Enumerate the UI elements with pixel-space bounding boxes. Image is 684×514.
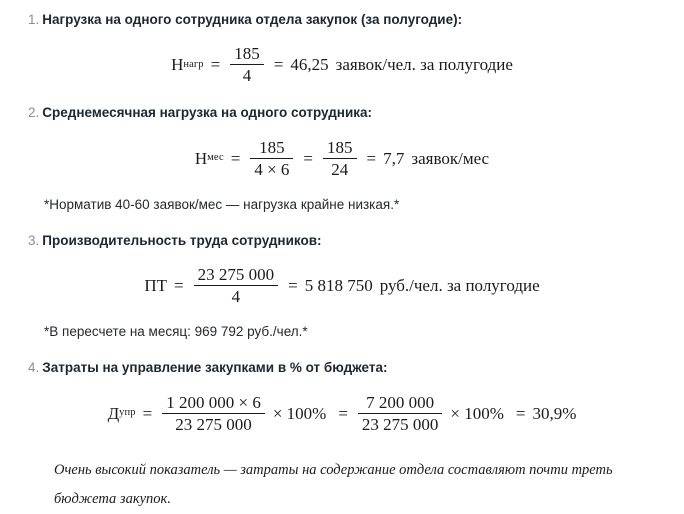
formula-2 <box>0 138 684 179</box>
formula-2-unit: заявок/мес <box>411 148 490 168</box>
formula-2-result: 7,7 <box>383 148 405 168</box>
formula-3-result: 5 818 750 <box>304 276 373 296</box>
formula-4 <box>0 393 684 434</box>
formula-2-equals-2: = <box>303 148 314 168</box>
formula-3-denominator: 4 <box>231 287 241 307</box>
formula-4-denominator-2: 23 275 000 <box>361 414 439 434</box>
formula-4-times-100-b: × 100% <box>450 403 504 423</box>
formula-4-equals: = <box>142 403 153 423</box>
step-1-heading <box>28 10 684 30</box>
step-3-heading-text: Производительность труда сотрудников: <box>42 232 322 248</box>
formula-4-denominator: 23 275 000 <box>175 414 252 434</box>
step-3-note: *В пересчете на месяц: 969 792 руб./чел.* <box>44 324 308 340</box>
formula-2-denominator-2: 24 <box>331 159 349 179</box>
formula-1-unit: заявок/чел. за полугодие <box>335 55 513 75</box>
formula-4-times-100: × 100% <box>272 403 327 423</box>
calculation-step-1 <box>0 10 684 103</box>
step-3-heading <box>28 231 684 251</box>
step-2-marker: 2. <box>28 105 40 121</box>
formula-1-symbol: Н <box>171 55 184 75</box>
step-2-heading <box>28 103 684 123</box>
calculation-steps-list <box>0 10 684 434</box>
step-3-marker: 3. <box>28 232 40 248</box>
formula-1-denominator: 4 <box>242 66 252 86</box>
formula-4-numerator-2: 7 200 000 <box>366 392 435 412</box>
formula-2-equals: = <box>230 148 241 168</box>
formula-1-fraction <box>230 44 264 85</box>
step-1-heading-text: Нагрузка на одного сотрудника отдела закупок (за полугодие): <box>42 12 463 27</box>
formula-1-numerator: 185 <box>234 44 260 64</box>
step-4-marker: 4. <box>28 360 40 376</box>
formula-4-symbol: Д <box>107 403 120 423</box>
formula-2-symbol: Н <box>194 148 208 168</box>
formula-3 <box>0 265 684 306</box>
calculation-step-4 <box>0 358 684 433</box>
formula-4-subscript: упр <box>119 406 136 418</box>
formula-3-fraction <box>194 265 279 306</box>
formula-4-equals-3: = <box>515 403 526 423</box>
conclusion-paragraph: Очень высокий показатель — затраты на содержание отдела составляют почти треть бюджета закупок. <box>54 461 613 507</box>
formula-1-equals: = <box>210 55 221 75</box>
formula-2-subscript: мес <box>207 151 224 163</box>
formula-3-numerator: 23 275 000 <box>197 265 275 285</box>
formula-2-equals-3: = <box>366 148 377 168</box>
step-2-heading-text: Среднемесячная нагрузка на одного сотрудника: <box>42 105 373 121</box>
formula-2-numerator-2: 185 <box>327 137 353 157</box>
formula-4-numerator: 1 200 000 × 6 <box>166 392 261 412</box>
formula-3-equals-2: = <box>288 276 298 296</box>
formula-2-numerator: 185 <box>259 137 285 157</box>
formula-3-symbol: ПТ <box>144 276 167 296</box>
formula-1 <box>0 44 684 85</box>
step-4-heading-text: Затраты на управление закупками в % от бюджета: <box>42 360 388 376</box>
formula-1-subscript: нагр <box>183 58 204 70</box>
formula-3-equals: = <box>174 276 184 296</box>
formula-4-equals-2: = <box>338 403 348 423</box>
formula-4-result: 30,9% <box>532 403 577 423</box>
formula-1-result: 46,25 <box>290 55 329 75</box>
step-4-heading <box>28 358 684 378</box>
formula-2-fraction-2 <box>323 138 357 179</box>
formula-2-denominator: 4 × 6 <box>254 159 290 179</box>
calculation-step-3 <box>0 231 684 359</box>
formula-4-fraction-2 <box>358 393 443 434</box>
step-2-note: *Норматив 40-60 заявок/мес — нагрузка крайне низкая.* <box>44 196 400 212</box>
formula-2-fraction-1 <box>250 138 293 179</box>
calculation-step-2 <box>0 103 684 231</box>
step-1-marker: 1. <box>28 12 40 27</box>
formula-3-unit: руб./чел. за полугодие <box>379 276 540 296</box>
formula-1-equals-2: = <box>273 55 284 75</box>
formula-4-fraction-1 <box>162 393 265 434</box>
